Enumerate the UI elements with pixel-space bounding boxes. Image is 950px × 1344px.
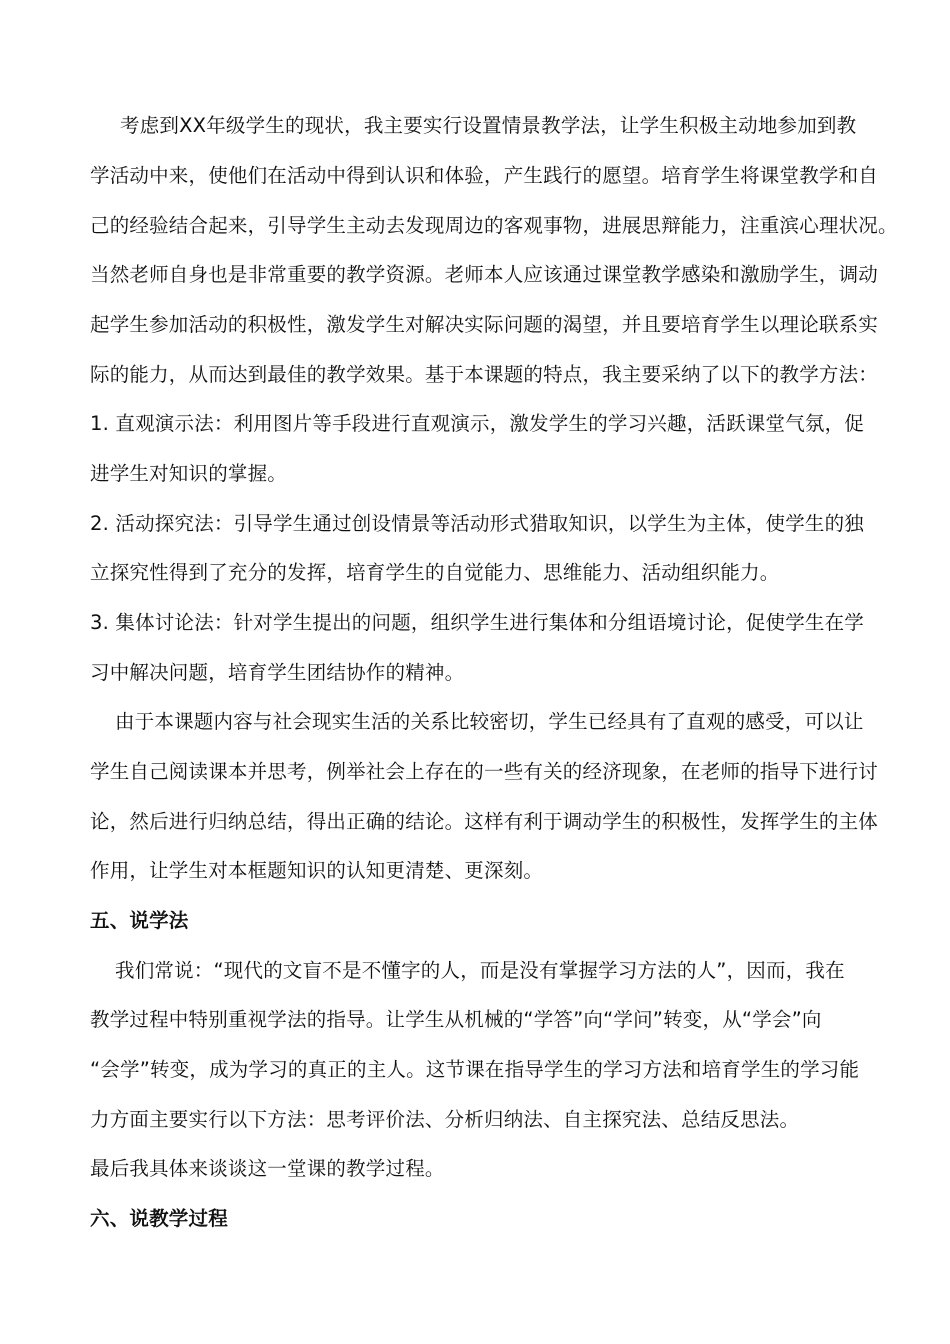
list-item-line: 习中解决问题，培育学生团结协作的精神。 xyxy=(90,661,465,684)
list-item-line: 立探究性得到了充分的发挥，培育学生的自觉能力、思维能力、活动组织能力。 xyxy=(90,561,780,584)
paragraph-line: 考虑到XX年级学生的现状，我主要实行设置情景教学法，让学生积极主动地参加到教 xyxy=(120,114,857,137)
paragraph-line: 学生自己阅读课本并思考，例举社会上存在的一些有关的经济现象，在老师的指导下进行讨 xyxy=(90,760,879,783)
list-item-line: 2. 活动探究法：引导学生通过创设情景等活动形式猎取知识，以学生为主体，使学生的独 xyxy=(90,512,865,535)
paragraph-line: 际的能力，从而达到最佳的教学效果。基于本课题的特点，我主要采纳了以下的教学方法： xyxy=(90,363,879,386)
list-item-line: 进学生对知识的掌握。 xyxy=(90,462,288,485)
paragraph-line: 力方面主要实行以下方法：思考评价法、分析归纳法、自主探究法、总结反思法。 xyxy=(90,1108,800,1131)
paragraph-line: 己的经验结合起来，引导学生主动去发现周边的客观事物，进展思辩能力，注重滨心理状况。 xyxy=(90,214,898,237)
section-heading: 五、说学法 xyxy=(90,909,189,932)
paragraph-line: 起学生参加活动的积极性，激发学生对解决实际问题的渴望，并且要培育学生以理论联系实 xyxy=(90,313,879,336)
paragraph-line: 论，然后进行归纳总结，得出正确的结论。这样有利于调动学生的积极性，发挥学生的主体 xyxy=(90,810,879,833)
paragraph-line: 由于本课题内容与社会现实生活的关系比较密切，学生已经具有了直观的感受，可以让 xyxy=(115,710,864,733)
paragraph-line: 教学过程中特别重视学法的指导。让学生从机械的“学答”向“学问”转变，从“学会”向 xyxy=(90,1008,822,1031)
list-item-line: 1. 直观演示法：利用图片等手段进行直观演示，激发学生的学习兴趣，活跃课堂气氛，促 xyxy=(90,412,865,435)
paragraph-line: 当然老师自身也是非常重要的教学资源。老师本人应该通过课堂教学感染和激励学生，调动 xyxy=(90,263,879,286)
section-heading: 六、说教学过程 xyxy=(90,1207,228,1230)
list-item-line: 3. 集体讨论法：针对学生提出的问题，组织学生进行集体和分组语境讨论，促使学生在学 xyxy=(90,611,865,634)
paragraph-line: 作用，让学生对本框题知识的认知更清楚、更深刻。 xyxy=(90,859,544,882)
paragraph-line: 学活动中来，使他们在活动中得到认识和体验，产生践行的愿望。培育学生将课堂教学和自 xyxy=(90,164,879,187)
paragraph-line: “会学”转变，成为学习的真正的主人。这节课在指导学生的学习方法和培育学生的学习能 xyxy=(90,1058,860,1081)
paragraph-line: 最后我具体来谈谈这一堂课的教学过程。 xyxy=(90,1157,445,1180)
paragraph-line: 我们常说：“现代的文盲不是不懂字的人，而是没有掌握学习方法的人”，因而，我在 xyxy=(115,959,845,982)
